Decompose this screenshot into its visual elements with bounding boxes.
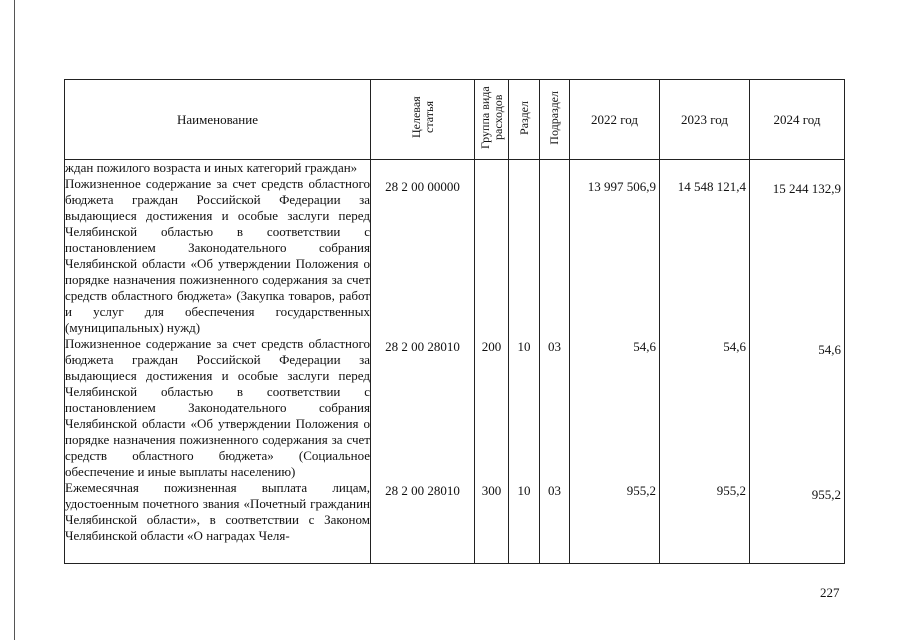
- table-row: [65, 160, 845, 564]
- amount-2024: 54,6: [818, 342, 841, 357]
- amount-2023: 955,2: [716, 483, 746, 498]
- header-target-article: [371, 80, 475, 160]
- section-column: [509, 160, 540, 564]
- header-expense-group: [475, 80, 509, 160]
- subsection-value: 03: [548, 483, 561, 498]
- header-year-2022: 2022 год: [570, 80, 660, 160]
- year-2024-column: [750, 160, 845, 564]
- header-subsection-text: Подраздел: [547, 90, 561, 145]
- table-header-row: [65, 80, 845, 160]
- group-value: 300: [481, 483, 502, 498]
- year-2022-column: [570, 160, 660, 564]
- scan-edge-line: [14, 0, 15, 640]
- header-target-article-text: Целевая статья: [408, 96, 436, 139]
- header-expense-group-text: Группа вида расходов: [477, 86, 505, 149]
- target-article-column: [371, 160, 475, 564]
- code-value: 28 2 00 28010: [385, 339, 460, 354]
- section-value: 10: [517, 483, 531, 498]
- header-year-2024: 2024 год: [750, 80, 845, 160]
- amount-2022: 955,2: [626, 483, 656, 498]
- year-2023-column: [660, 160, 750, 564]
- amount-2023: 14 548 121,4: [677, 179, 746, 194]
- budget-table: [64, 79, 845, 564]
- header-year-2023: 2023 год: [660, 80, 750, 160]
- code-value: 28 2 00 00000: [385, 179, 460, 194]
- group-value: 200: [481, 339, 502, 354]
- page-number: 227: [820, 585, 840, 600]
- section-value: 10: [517, 339, 531, 354]
- text-block-continuation: ждан пожилого возраста и иных категорий граждан»: [65, 160, 358, 175]
- amount-2023: 54,6: [723, 339, 746, 354]
- text-block-lifetime-procurement: Пожизненное содержание за счет средств областного бюджета граждан Российской Федерации за выдающиеся достижения и особые заслуги перед Челябинской областью в соответствии с постановлением Законодательного собрания Челябинской области «Об утверждении Положения о порядке назначения пожизненного содержания за счет средств областного бюджета» (Закупка товаров, работ и услуг для обеспечения государственных (муниципальных) нужд): [65, 176, 370, 335]
- header-section-text: Раздел: [516, 100, 531, 135]
- header-subsection: [540, 80, 570, 160]
- subsection-column: [540, 160, 570, 564]
- amount-2022: 13 997 506,9: [587, 179, 656, 194]
- header-section: [509, 80, 540, 160]
- amount-2024: 15 244 132,9: [772, 181, 841, 196]
- header-name: Наименование: [65, 80, 371, 160]
- text-block-lifetime-social: Пожизненное содержание за счет средств областного бюджета граждан Российской Федерации за выдающиеся достижения и особые заслуги перед Челябинской областью в соответствии с постановлением Законодательного собрания Челябинской области «Об утверждении Положения о порядке назначения пожизненного содержания за счет средств областного бюджета» (Социальное обеспечение и иные выплаты населению): [65, 336, 370, 479]
- text-block-honorary-citizen: Ежемесячная пожизненная выплата лицам, удостоенным почетного звания «Почетный гражданин Челябинской области», в соответствии с Законом Челябинской области «О наградах Челя-: [65, 480, 370, 543]
- expense-group-column: [475, 160, 509, 564]
- subsection-value: 03: [548, 339, 561, 354]
- amount-2024: 955,2: [811, 487, 841, 502]
- name-column: [65, 160, 371, 564]
- amount-2022: 54,6: [633, 339, 656, 354]
- code-value: 28 2 00 28010: [385, 483, 460, 498]
